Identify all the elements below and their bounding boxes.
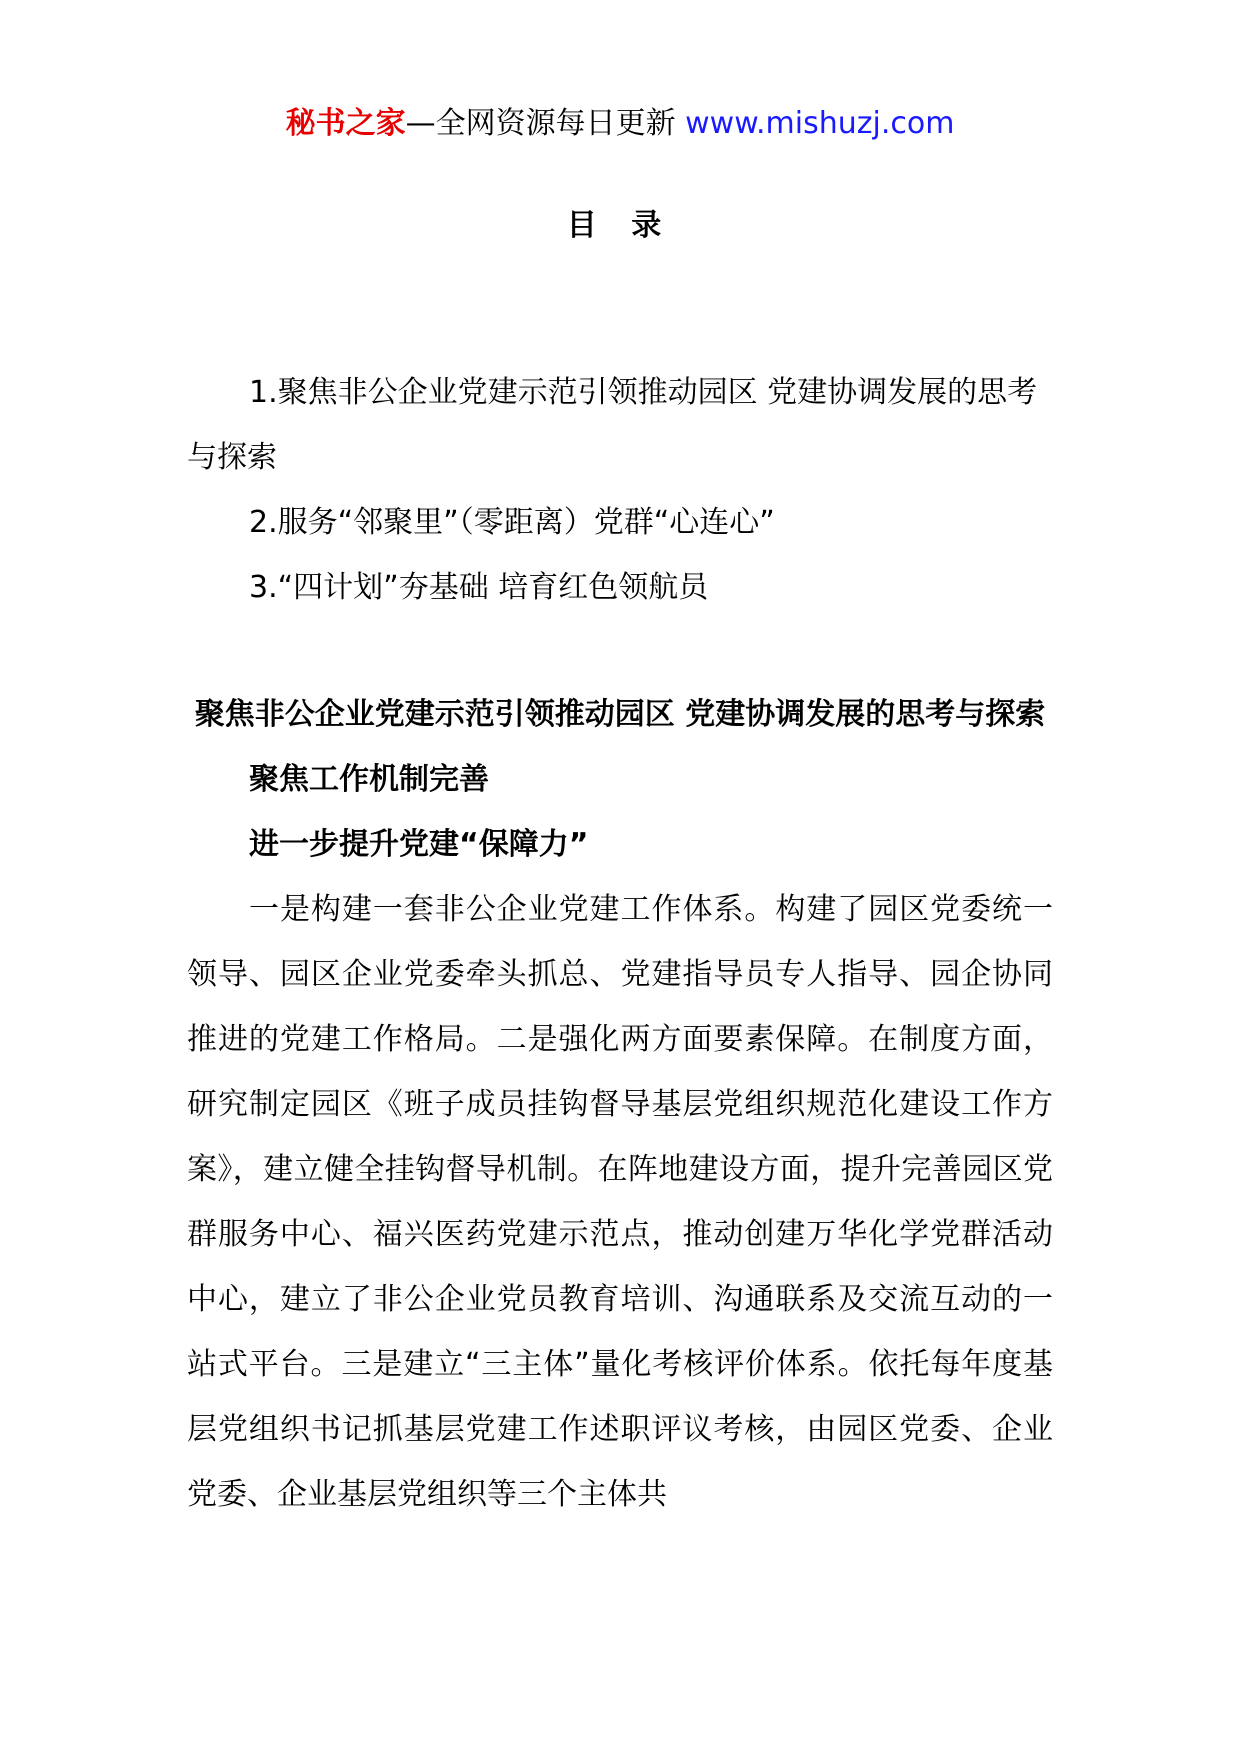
toc-item-1: 1.聚焦非公企业党建示范引领推动园区 党建协调发展的思考与探索 [187,375,1038,475]
article-title: 聚焦非公企业党建示范引领推动园区 党建协调发展的思考与探索 [194,697,1046,732]
toc-item-2: 2.服务“邻聚里”（零距离）党群“心连心” [249,505,775,540]
site-header [0,102,1240,146]
toc-item-3: 3.“四计划”夯基础 培育红色领航员 [249,570,709,605]
site-url-link[interactable]: www.mishuzj.com [685,106,955,141]
article [187,682,1053,1527]
section-subhead-2: 进一步提升党建“保障力” [249,827,589,862]
table-of-contents [187,360,1053,620]
brand-name: 秘书之家 [285,106,406,141]
body-paragraph: 一是构建一套非公企业党建工作体系。构建了园区党委统一领导、园区企业党委牵头抓总、党建指导员专人指导、园企协同推进的党建工作格局。二是强化两方面要素保障。在制度方面，研究制定园区《班子成员挂钩督导基层党组织规范化建设工作方案》，建立健全挂钩督导机制。在阵地建设方面，提升完善园区党群服务中心、福兴医药党建示范点，推动创建万华化学党群活动中心，建立了非公企业党员教育培训、沟通联系及交流互动的一站式平台。三是建立“三主体”量化考核评价体系。依托每年度基层党组织书记抓基层党建工作述职评议考核，由园区党委、企业党委、企业基层党组织等三个主体共 [187,892,1053,1512]
header-slogan: —全网资源每日更新 [405,106,686,141]
section-subhead-1: 聚焦工作机制完善 [249,762,489,797]
toc-title: 目 录 [566,208,674,243]
